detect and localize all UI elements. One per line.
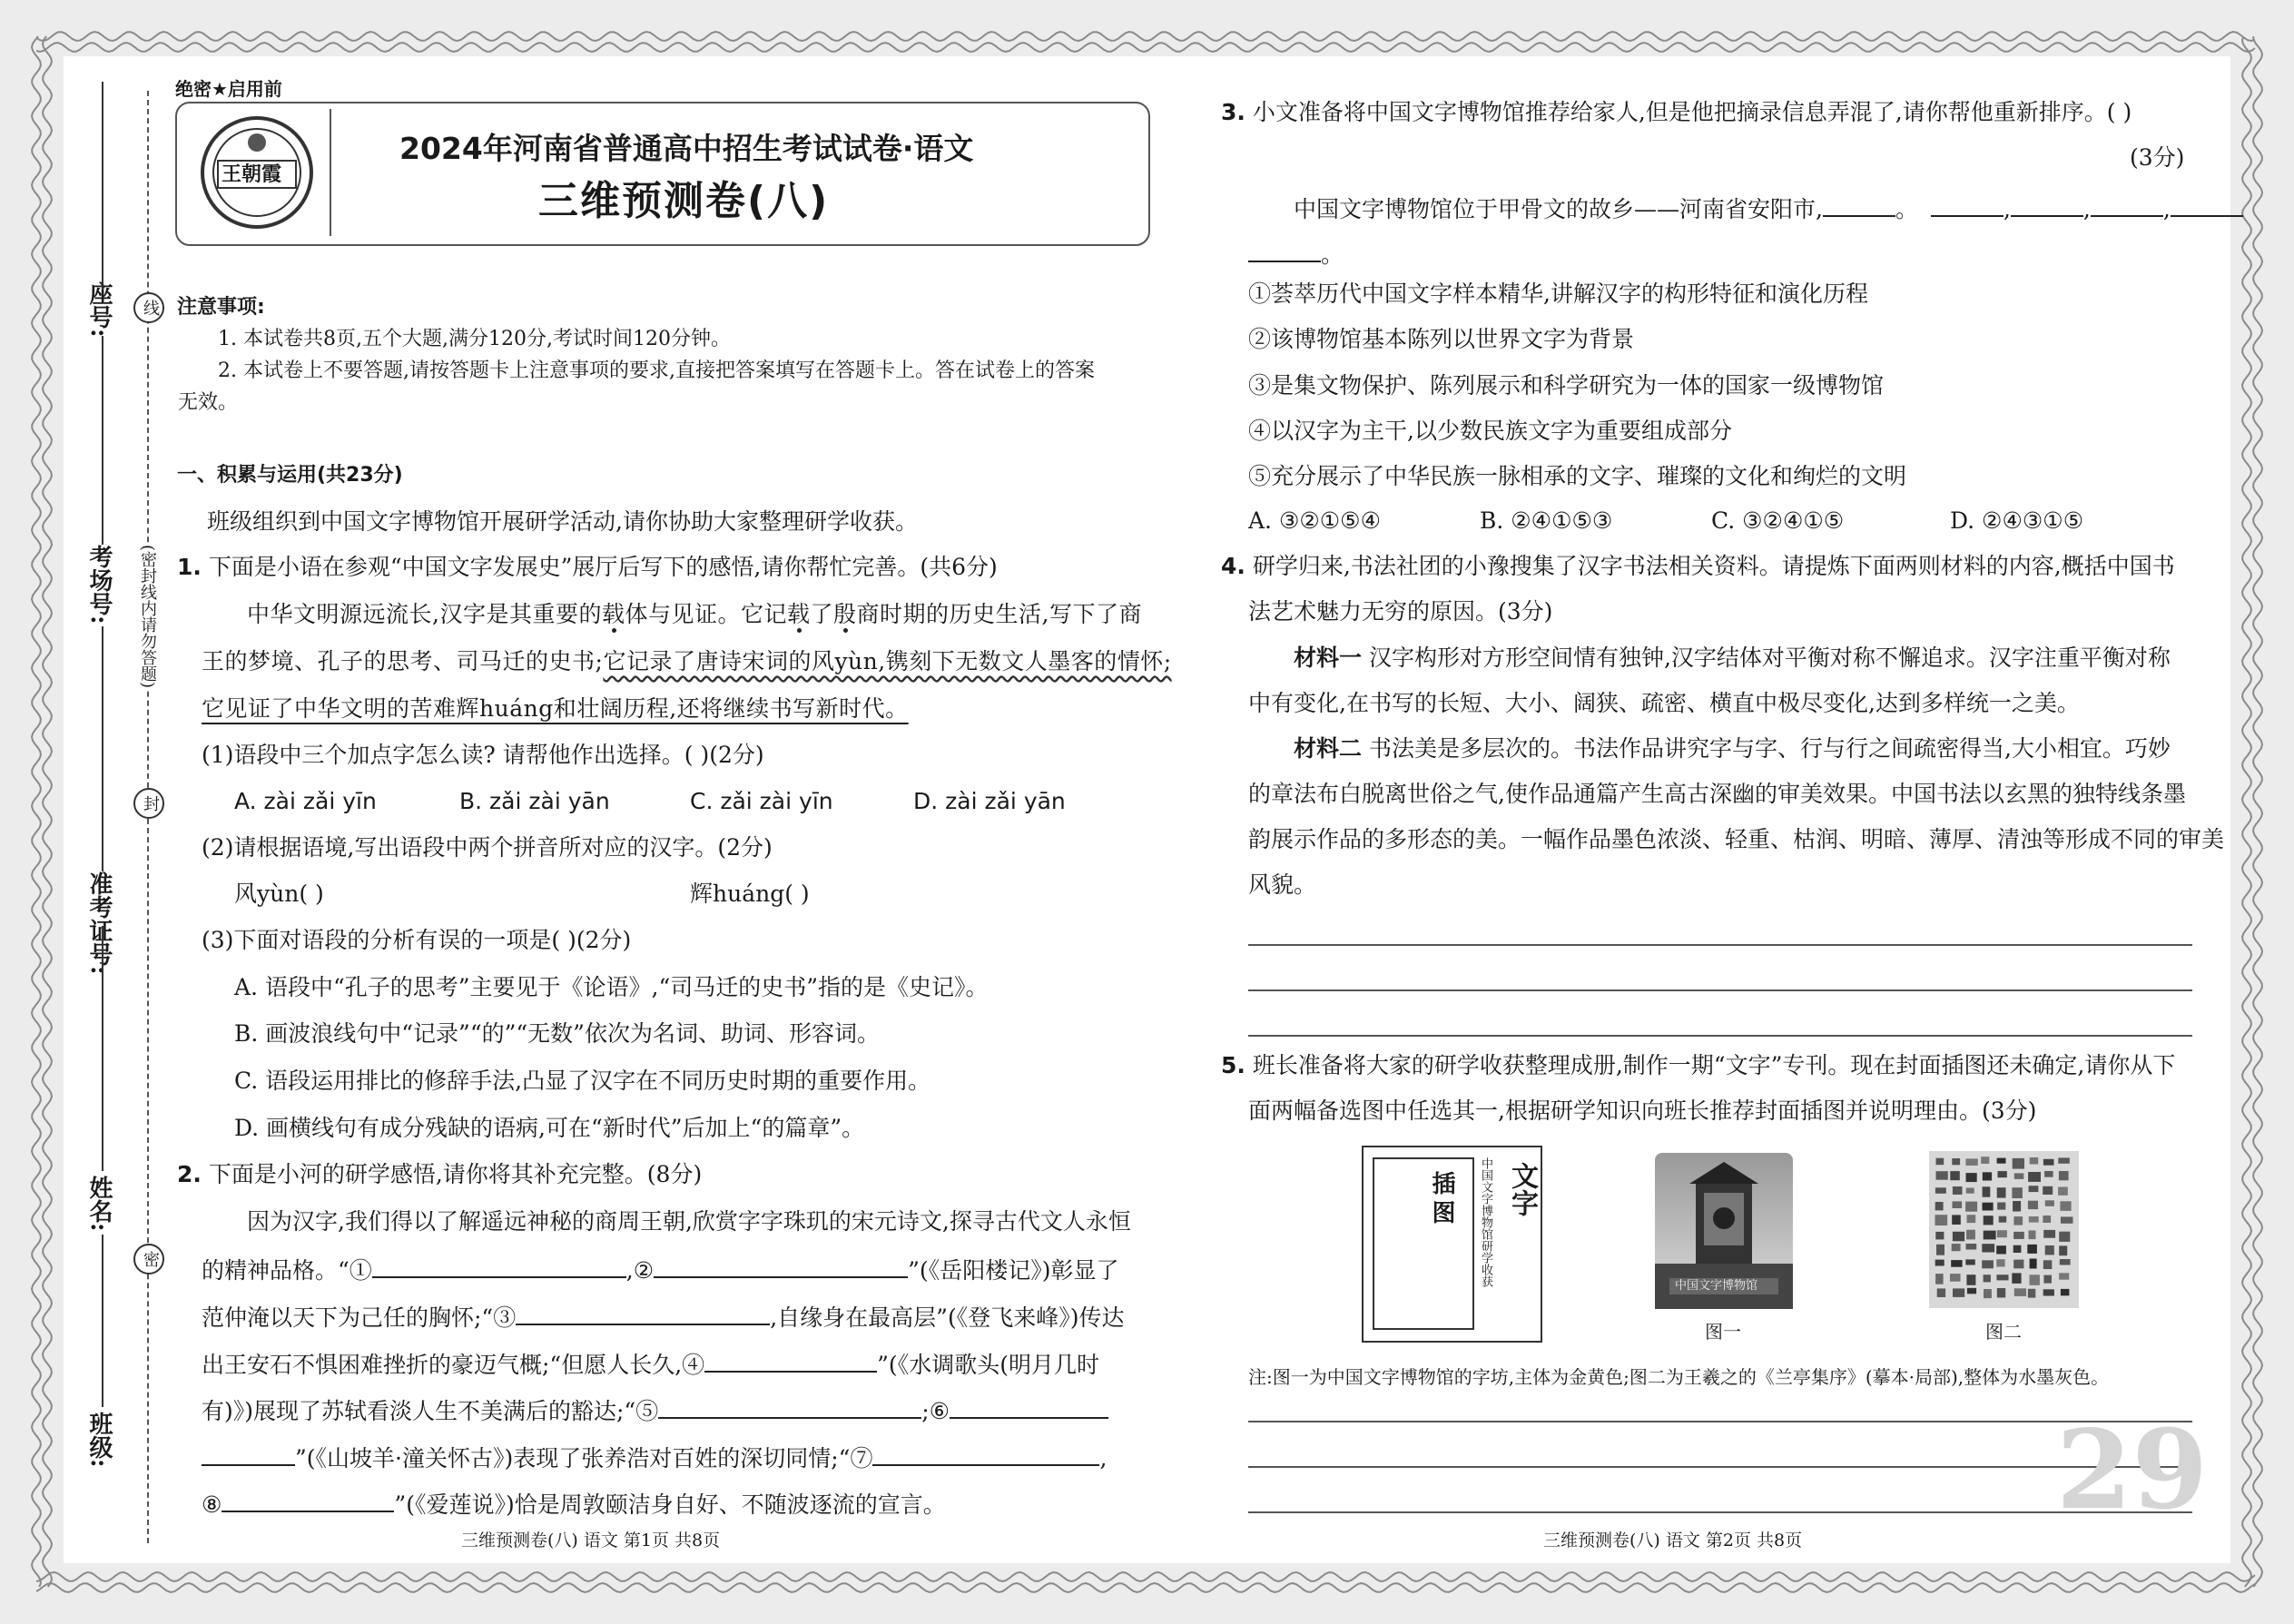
q1-sub3: (3)下面对语段的分析有误的一项是( )(2分) bbox=[202, 927, 632, 953]
seal-note: (密封线内请勿答题) bbox=[133, 545, 161, 688]
name-line bbox=[102, 926, 103, 1171]
hall-line bbox=[102, 336, 103, 545]
q1-sub3-option-b: B. 画波浪线句中“记录”“的”“无数”依次为名词、助词、形容词。 bbox=[234, 1020, 880, 1047]
q1-sub1: (1)语段中三个加点字怎么读? 请帮他作出选择。( )(2分) bbox=[202, 742, 764, 768]
q1-sub2-a: 风yùn( ) bbox=[234, 881, 324, 907]
notice-item-1: 1. 本试卷共8页,五个大题,满分120分,考试时间120分钟。 bbox=[218, 328, 731, 350]
ticket-label: 准考证号: bbox=[85, 871, 113, 975]
notice-item-3: 无效。 bbox=[178, 391, 239, 414]
name-label: 姓名: bbox=[85, 1176, 113, 1232]
q1-sub3-option-c: C. 语段运用排比的修辞手法,凸显了汉字在不同历史时期的重要作用。 bbox=[234, 1068, 931, 1094]
q1-sub3-option-a: A. 语段中“孔子的思考”主要见于《论语》,“司马迁的史书”指的是《史记》。 bbox=[234, 974, 989, 1000]
q4-answer-line-2[interactable] bbox=[1248, 989, 2192, 991]
q2-line2: 的精神品格。“① ,② ”(《岳阳楼记》)彰显了 bbox=[202, 1253, 1118, 1286]
hall-label: 考场号: bbox=[85, 545, 113, 625]
q4-answer-line-3[interactable] bbox=[1248, 1035, 2192, 1037]
q1-stem: 1. 下面是小语在参观“中国文字发展史”展厅后写下的感悟,请你帮忙完善。(共6分) bbox=[177, 554, 998, 580]
cover-subtitle: 中国文字博物馆研学收获 bbox=[1479, 1157, 1492, 1287]
q4-material1-line1: 材料一 汉字构形对方形空间情有独钟,汉字结体对平衡对称不懈追求。汉字注重平衡对称 bbox=[1294, 645, 2171, 671]
q3-option-a: A. ③②①⑤④ bbox=[1248, 507, 1382, 534]
q1-passage-line3: 它见证了中华文明的苦难辉huáng和壮阔历程,还将继续书写新时代。 bbox=[202, 695, 909, 722]
figure-2-image bbox=[1929, 1151, 2079, 1308]
figure-1-image bbox=[1655, 1153, 1793, 1309]
q4-material2-line1: 材料二 书法美是多层次的。书法作品讲究字与字、行与行之间疏密得当,大小相宜。巧妙 bbox=[1294, 735, 2171, 762]
q2-stem: 2. 下面是小河的研学感悟,请你将其补充完整。(8分) bbox=[177, 1161, 703, 1187]
q2-line4: 出王安石不惧困难挫折的豪迈气概;“但愿人长久,④ ”(《水调歌头(明月几时 bbox=[202, 1347, 1099, 1381]
q5-stem: 5. 班长准备将大家的研学收获整理成册,制作一期“文字”专刊。现在封面插图还未确定,请你从下 bbox=[1221, 1052, 2176, 1078]
q1-sub2-b: 辉huáng( ) bbox=[690, 881, 810, 907]
seal-char: 封 bbox=[133, 788, 164, 822]
q3-stem: 3. 小文准备将中国文字博物馆推荐给家人,但是他把摘录信息弄混了,请你帮他重新排序。( ) bbox=[1221, 99, 2132, 125]
q4-material1-line2: 中有变化,在书写的长短、大小、阔狭、疏密、横直中极尽变化,达到多样统一之美。 bbox=[1248, 690, 2080, 716]
footer-left: 三维预测卷(八) 语文 第1页 共8页 bbox=[461, 1530, 721, 1550]
q5-answer-line-3[interactable] bbox=[1248, 1511, 2192, 1513]
paper-title: 三维预测卷(八) bbox=[538, 178, 830, 224]
cover-image-box bbox=[1373, 1157, 1474, 1330]
q3-item-2: ②该博物馆基本陈列以世界文字为背景 bbox=[1248, 326, 1635, 352]
q1-passage-line2: 王的梦境、孔子的思考、司马迁的史书;它记录了唐诗宋词的风yùn,镌刻下无数文人墨客的情怀; bbox=[202, 648, 1172, 674]
figure-2-caption: 图二 bbox=[1985, 1321, 2022, 1343]
q4-material2-line3: 韵展示作品的多形态的美。一幅作品墨色浓淡、轻重、枯润、明暗、薄厚、清浊等形成不同的审美 bbox=[1248, 826, 2225, 852]
header-divider bbox=[330, 109, 331, 236]
section1-intro: 班级组织到中国文字博物馆开展研学活动,请你协助大家整理研学收获。 bbox=[207, 508, 918, 535]
q2-line1: 因为汉字,我们得以了解遥远神秘的商周王朝,欣赏字字珠玑的宋元诗文,探寻古代文人永恒 bbox=[247, 1208, 1131, 1235]
figure-1-caption: 图一 bbox=[1705, 1321, 1741, 1343]
notice-title: 注意事项: bbox=[177, 296, 265, 319]
q2-line3: 范仲淹以天下为己任的胸怀;“③ ,自缘身在最高层”(《登飞来峰》)传达 bbox=[202, 1300, 1124, 1334]
page-number: 29 bbox=[2056, 1406, 2208, 1534]
q1-passage-line1: 中华文明源远流长,汉字是其重要的载体与见证。它记载了殷商时期的历史生活,写下了商 bbox=[247, 601, 1142, 627]
section1-title: 一、积累与运用(共23分) bbox=[177, 464, 403, 487]
q3-item-4: ④以汉字为主干,以少数民族文字为重要组成部分 bbox=[1248, 418, 1732, 444]
q1-sub1-option-b: B. zǎi zài yān bbox=[459, 788, 610, 814]
q5-answer-line-1[interactable] bbox=[1248, 1421, 2192, 1422]
footer-right: 三维预测卷(八) 语文 第2页 共8页 bbox=[1543, 1530, 1803, 1550]
q3-item-5: ⑤充分展示了中华民族一脉相承的文字、璀璨的文化和绚烂的文明 bbox=[1248, 463, 1907, 489]
logo bbox=[198, 113, 316, 231]
paper bbox=[64, 56, 2230, 1563]
q3-item-1: ①荟萃历代中国文字样本精华,讲解汉字的构形特征和演化历程 bbox=[1248, 281, 1868, 307]
q3-option-d: D. ②④③①⑤ bbox=[1950, 507, 2084, 534]
q1-sub3-option-d: D. 画横线句有成分残缺的语病,可在“新时代”后加上“的篇章”。 bbox=[234, 1115, 865, 1141]
dense-char: 密 bbox=[133, 1244, 164, 1278]
notice-item-2: 2. 本试卷上不要答题,请按答题卡上注意事项的要求,直接把答案填写在答题卡上。答在试卷上的答案 bbox=[218, 359, 1095, 382]
q4-stem-2: 法艺术魅力无穷的原因。(3分) bbox=[1248, 598, 1553, 625]
q4-answer-line-1[interactable] bbox=[1248, 944, 2192, 946]
q3-score: (3分) bbox=[2130, 144, 2185, 171]
q3-lead: 中国文字博物馆位于甲骨文的故乡——河南省安阳市, 。 , , , bbox=[1294, 192, 2243, 225]
q1-sub1-option-c: C. zǎi zài yīn bbox=[690, 788, 833, 814]
q2-line7: ⑧ ”(《爱莲说》)恰是周敦颐洁身自好、不随波逐流的宣言。 bbox=[202, 1487, 946, 1521]
q5-stem-2: 面两幅备选图中任选其一,根据研学知识向班长推荐封面插图并说明理由。(3分) bbox=[1248, 1097, 2037, 1124]
cover-image-label: 插图 bbox=[1428, 1171, 1455, 1229]
exam-title: 2024年河南省普通高中招生考试试卷·语文 bbox=[399, 131, 974, 166]
q1-sub1-option-d: D. zài zǎi yān bbox=[913, 788, 1066, 814]
q2-line6: ”(《山坡羊·潼关怀古》)表现了张养浩对百姓的深切同情;“⑦ , bbox=[202, 1441, 1107, 1474]
q4-material2-line2: 的章法布白脱离世俗之气,使作品通篇产生高古深幽的审美效果。中国书法以玄黑的独特线条墨 bbox=[1248, 781, 2186, 807]
q2-line5: 有)》)展现了苏轼看淡人生不美满后的豁达;“⑤ ;⑥ bbox=[202, 1393, 1108, 1427]
q4-material2-line4: 风貌。 bbox=[1248, 871, 1317, 898]
seal-line-char: 线 bbox=[133, 292, 164, 327]
q3-item-3: ③是集文物保护、陈列展示和科学研究为一体的国家一级博物馆 bbox=[1248, 372, 1885, 399]
secret-label: 绝密★启用前 bbox=[175, 78, 282, 100]
ticket-line bbox=[102, 626, 103, 871]
cover-title: 文字 bbox=[1506, 1162, 1538, 1216]
seat-label: 座号: bbox=[85, 281, 113, 338]
logo-text: 王朝霞 bbox=[222, 162, 282, 186]
q3-lead-end: 。 bbox=[1248, 237, 1344, 271]
q3-option-c: C. ③②④①⑤ bbox=[1711, 507, 1845, 534]
q1-sub2: (2)请根据语境,写出语段中两个拼音所对应的汉字。(2分) bbox=[202, 834, 773, 861]
q1-sub1-option-a: A. zài zǎi yīn bbox=[234, 788, 377, 814]
q4-stem: 4. 研学归来,书法社团的小豫搜集了汉字书法相关资料。请提炼下面两则材料的内容,概括中国书 bbox=[1221, 553, 2175, 579]
q5-answer-line-2[interactable] bbox=[1248, 1466, 2192, 1468]
q5-note: 注:图一为中国文字博物馆的字坊,主体为金黄色;图二为王羲之的《兰亭集序》(摹本·局部),整体为水墨灰色。 bbox=[1248, 1366, 2110, 1388]
seat-line bbox=[102, 82, 103, 290]
figure-1-sign: 中国文字博物馆 bbox=[1675, 1279, 1758, 1293]
q3-option-b: B. ②④①⑤③ bbox=[1480, 507, 1613, 534]
class-label: 班级: bbox=[85, 1412, 113, 1468]
class-line bbox=[102, 1235, 103, 1407]
